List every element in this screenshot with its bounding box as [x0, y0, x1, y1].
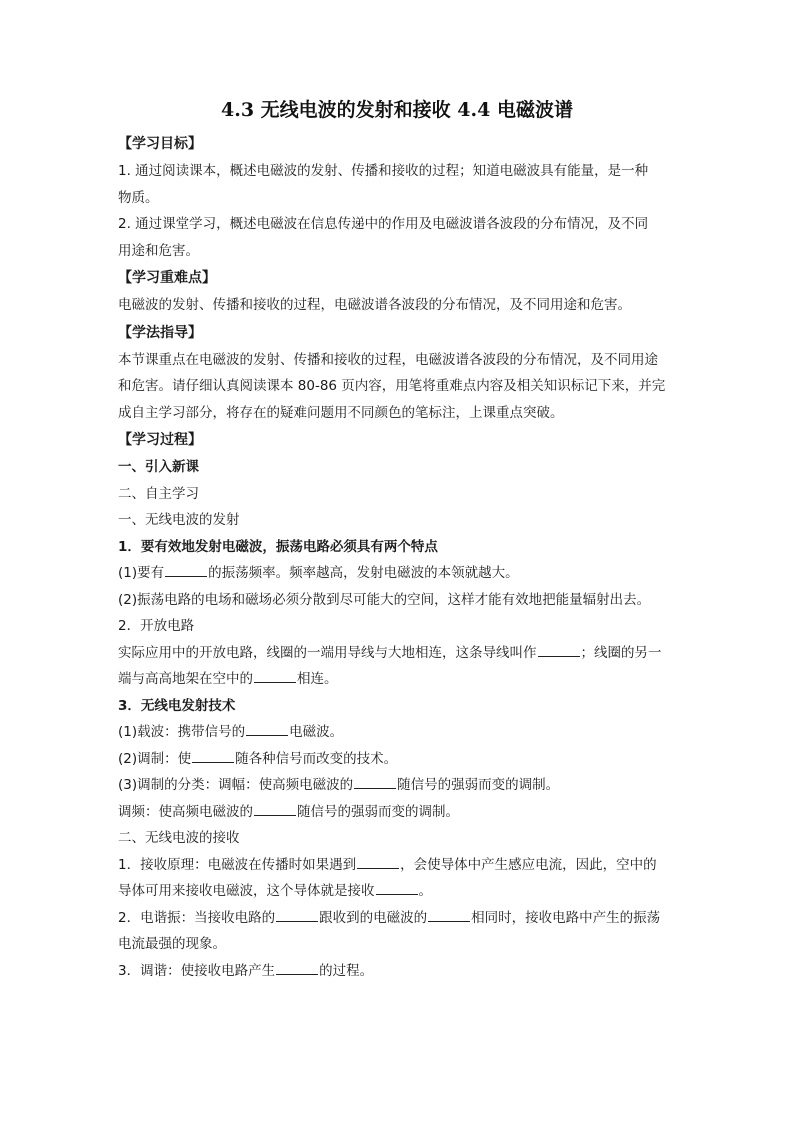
receive-title: 二、无线电波的接收 — [118, 830, 240, 846]
fill-blank[interactable] — [276, 908, 318, 922]
page-title: 4.3 无线电波的发射和接收 4.4 电磁波谱 — [221, 99, 573, 121]
process-part-1: 一、引入新课 — [118, 459, 199, 475]
receive-1-line-2: 导体可用来接收电磁波，这个导体就是接收 。 — [118, 883, 432, 899]
receive-2-line-2: 电流最强的现象。 — [118, 936, 226, 952]
launch-q3-c: (3)调制的分类：调幅：使高频电磁波的 随信号的强弱而变的调制。 — [118, 777, 560, 793]
fill-blank[interactable] — [254, 669, 296, 683]
goal-2-line-2: 用途和危害。 — [118, 242, 199, 259]
launch-q1-b: (2)振荡电路的电场和磁场必须分散到尽可能大的空间，这样才能有效地把能量辐射出去。 — [118, 591, 651, 608]
receive-1-line-1: 1．接收原理：电磁波在传播时如果遇到 ，会使导体中产生感应电流，因此，空中的 — [118, 856, 657, 873]
fill-blank[interactable] — [354, 775, 396, 789]
fill-blank[interactable] — [192, 749, 234, 763]
launch-q1-title: 1．要有效地发射电磁波，振荡电路必须具有两个特点 — [118, 538, 438, 555]
launch-q1-a: (1)要有 的振荡频率。频率越高，发射电磁波的本领就越大。 — [118, 565, 519, 581]
fill-blank[interactable] — [254, 802, 296, 816]
fill-blank[interactable] — [538, 643, 580, 657]
launch-q3-d: 调频：使高频电磁波的 随信号的强弱而变的调制。 — [118, 803, 459, 820]
guide-line-2: 和危害。请仔细认真阅读课本 80-86 页内容，用笔将重难点内容及相关知识标记下来，并完 — [118, 378, 666, 394]
fill-blank[interactable] — [428, 908, 470, 922]
section-heading-keypoints: 【学习重难点】 — [118, 270, 216, 286]
goal-1-line-2: 物质。 — [118, 189, 159, 206]
fill-blank[interactable] — [165, 563, 207, 577]
launch-title: 一、无线电波的发射 — [118, 512, 240, 528]
section-heading-goals: 【学习目标】 — [118, 136, 202, 152]
fill-blank[interactable] — [357, 855, 399, 869]
receive-3: 3．调谐：使接收电路产生 的过程。 — [118, 962, 374, 979]
launch-q2-title: 2．开放电路 — [118, 618, 195, 634]
launch-q3-a: (1)载波：携带信号的 电磁波。 — [118, 724, 344, 740]
fill-blank[interactable] — [246, 722, 288, 736]
goal-2-line-1: 2. 通过课堂学习，概述电磁波在信息传递中的作用及电磁波谱各波段的分布情况，及不同 — [118, 216, 649, 232]
launch-q2-line-2: 端与高高地架在空中的 相连。 — [118, 671, 338, 687]
receive-2-line-1: 2．电谐振：当接收电路的 跟收到的电磁波的 相同时，接收电路中产生的振荡 — [118, 909, 661, 926]
goal-1-line-1: 1. 通过阅读课本，概述电磁波的发射、传播和接收的过程；知道电磁波具有能量，是一种 — [118, 163, 649, 179]
section-heading-guide: 【学法指导】 — [118, 324, 202, 341]
fill-blank[interactable] — [376, 881, 418, 895]
launch-q3-b: (2)调制：使 随各种信号而改变的技术。 — [118, 750, 398, 767]
keypoints-text: 电磁波的发射、传播和接收的过程，电磁波谱各波段的分布情况，及不同用途和危害。 — [118, 297, 631, 313]
launch-q3-title: 3．无线电发射技术 — [118, 697, 236, 714]
fill-blank[interactable] — [276, 961, 318, 975]
launch-q2-line-1: 实际应用中的开放电路，线圈的一端用导线与大地相连，这条导线叫作 ；线圈的另一 — [118, 644, 662, 661]
guide-line-1: 本节课重点在电磁波的发射、传播和接收的过程，电磁波谱各波段的分布情况，及不同用途 — [118, 351, 658, 368]
guide-line-3: 成自主学习部分，将存在的疑难问题用不同颜色的笔标注，上课重点突破。 — [118, 404, 564, 421]
section-heading-process: 【学习过程】 — [118, 432, 202, 448]
process-part-2: 二、自主学习 — [118, 485, 199, 502]
document-body — [118, 130, 678, 984]
